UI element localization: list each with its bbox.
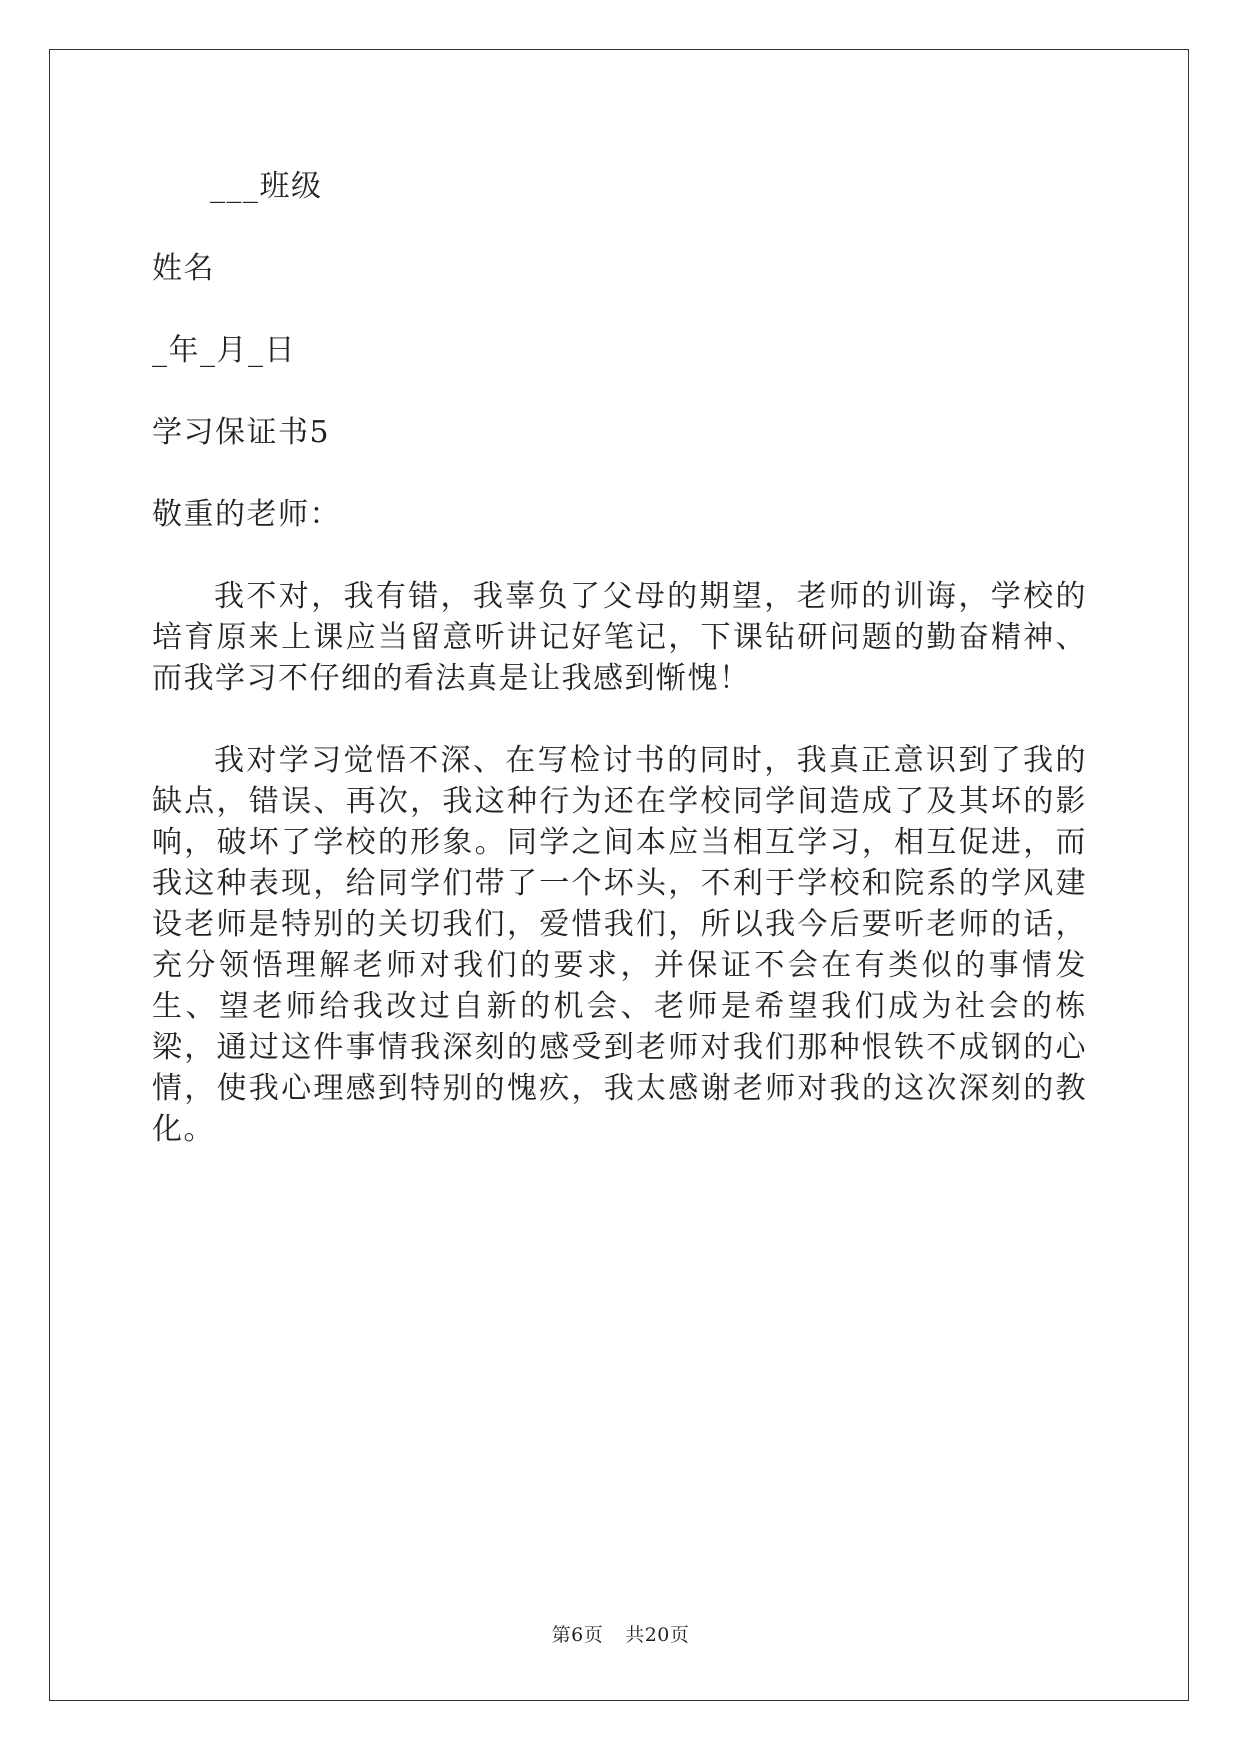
document-title: 学习保证书5 <box>152 415 331 450</box>
page-number: 第6页 <box>551 1624 604 1646</box>
document-body <box>152 166 1087 1191</box>
paragraph-1: 我不对，我有错，我辜负了父母的期望，老师的训诲，学校的培育原来上课应当留意听讲记好笔记，下课钻研问题的勤奋精神、而我学习不仔细的看法真是让我感到惭愧！ <box>152 579 1087 696</box>
class-line: ___班级 <box>210 169 323 204</box>
paragraph-2: 我对学习觉悟不深、在写检讨书的同时，我真正意识到了我的缺点，错误、再次，我这种行为还在学校同学间造成了及其坏的影响，破坏了学校的形象。同学之间本应当相互学习，相互促进，而我这种表现，给同学们带了一个坏头，不利于学校和院系的学风建设老师是特别的关切我们，爱惜我们，所以我今后要听老师的话，充分领悟理解老师对我们的要求，并保证不会在有类似的事情发生、望老师给我改过自新的机会、老师是希望我们成为社会的栋梁，通过这件事情我深刻的感受到老师对我们那种恨铁不成钢的心情，使我心理感到特别的愧疚，我太感谢老师对我的这次深刻的教化。 <box>152 743 1087 1147</box>
page-total: 共20页 <box>625 1624 690 1646</box>
salutation: 敬重的老师： <box>152 497 341 532</box>
date-line: _年_月_日 <box>152 333 296 368</box>
name-line: 姓名 <box>152 251 215 286</box>
page-footer <box>0 1620 1241 1647</box>
